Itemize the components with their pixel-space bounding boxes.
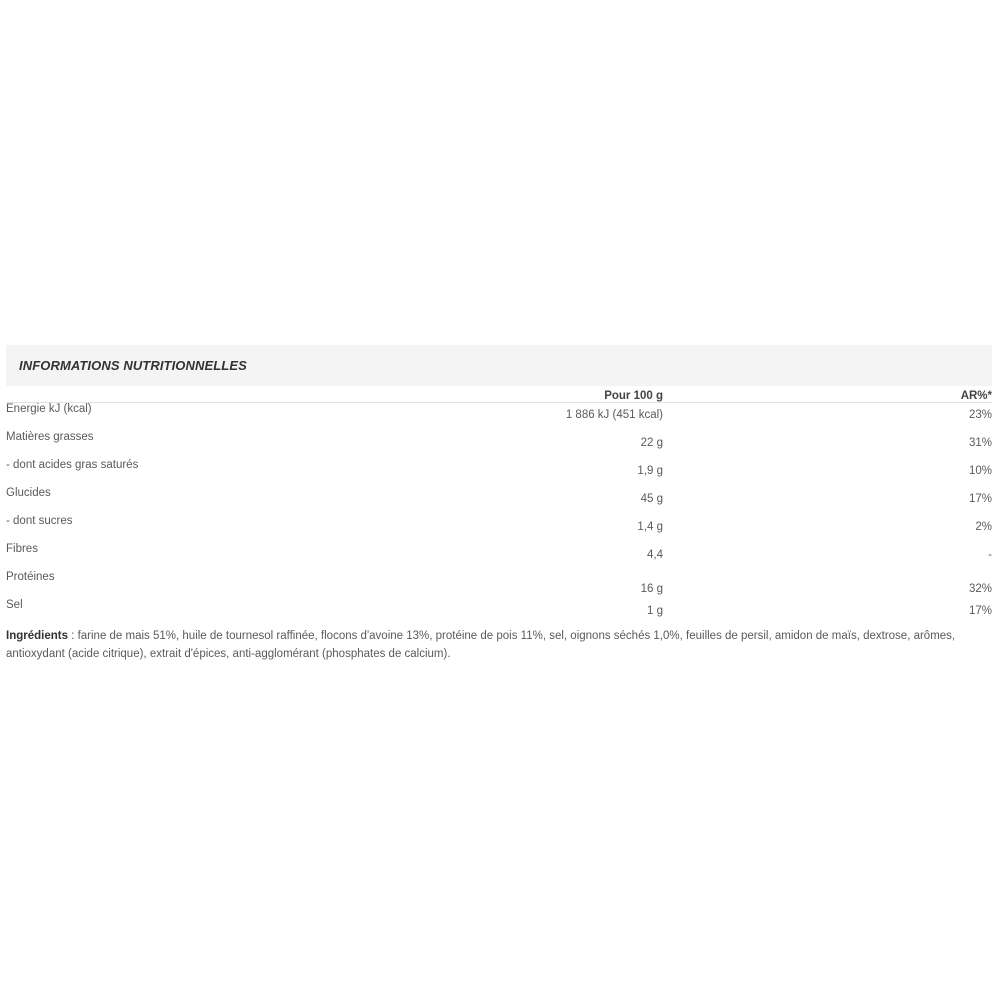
- panel-title: INFORMATIONS NUTRITIONNELLES: [19, 358, 247, 373]
- row-label: - dont sucres: [6, 515, 73, 527]
- row-ar: 17%: [968, 605, 992, 617]
- table-row: [6, 459, 992, 487]
- row-label: Protéines: [6, 571, 55, 583]
- table-row: [6, 599, 992, 627]
- ingredients-paragraph: [6, 627, 986, 663]
- row-ar: 23%: [968, 409, 992, 421]
- row-value: 4,4: [647, 549, 663, 561]
- header-ar-percent: AR%*: [663, 386, 992, 403]
- table-row: [6, 515, 992, 543]
- row-value: 16 g: [640, 583, 663, 595]
- header-per-100g: Pour 100 g: [336, 386, 663, 403]
- panel-header: [6, 345, 992, 386]
- row-value: 1,4 g: [637, 521, 663, 533]
- table-header-row: [6, 386, 992, 403]
- nutrition-panel: [6, 345, 992, 627]
- row-ar: 17%: [968, 493, 992, 505]
- row-value: 1 886 kJ (451 kcal): [565, 409, 663, 421]
- ingredients-label: Ingrédients: [6, 630, 68, 642]
- table-row: [6, 487, 992, 515]
- row-label: Sel: [6, 599, 23, 611]
- table-row: [6, 431, 992, 459]
- row-label: Energie kJ (kcal): [6, 403, 92, 415]
- row-ar: 32%: [968, 583, 992, 595]
- header-label: [6, 386, 336, 403]
- row-value: 45 g: [640, 493, 663, 505]
- ingredients-text: : farine de mais 51%, huile de tournesol raffinée, flocons d'avoine 13%, protéine de pois 11%, sel, oignons séchés 1,0%, feuilles de persil, amidon de maïs, dextrose, arômes, antioxydant (acide citrique), extrait d'épices, anti-agglomérant (phosphates de calcium).: [6, 630, 956, 660]
- row-ar: 10%: [968, 465, 992, 477]
- row-label: Fibres: [6, 543, 38, 555]
- row-value: 22 g: [640, 437, 663, 449]
- table-row: [6, 403, 992, 432]
- table-row: [6, 571, 992, 599]
- row-ar: 31%: [968, 437, 992, 449]
- row-value: 1,9 g: [637, 465, 663, 477]
- row-ar: -: [988, 549, 992, 561]
- row-value: 1 g: [647, 605, 663, 617]
- row-label: Matières grasses: [6, 431, 94, 443]
- table-row: [6, 543, 992, 571]
- row-ar: 2%: [975, 521, 992, 533]
- row-label: Glucides: [6, 487, 51, 499]
- nutrition-table: [6, 386, 992, 627]
- row-label: - dont acides gras saturés: [6, 459, 139, 471]
